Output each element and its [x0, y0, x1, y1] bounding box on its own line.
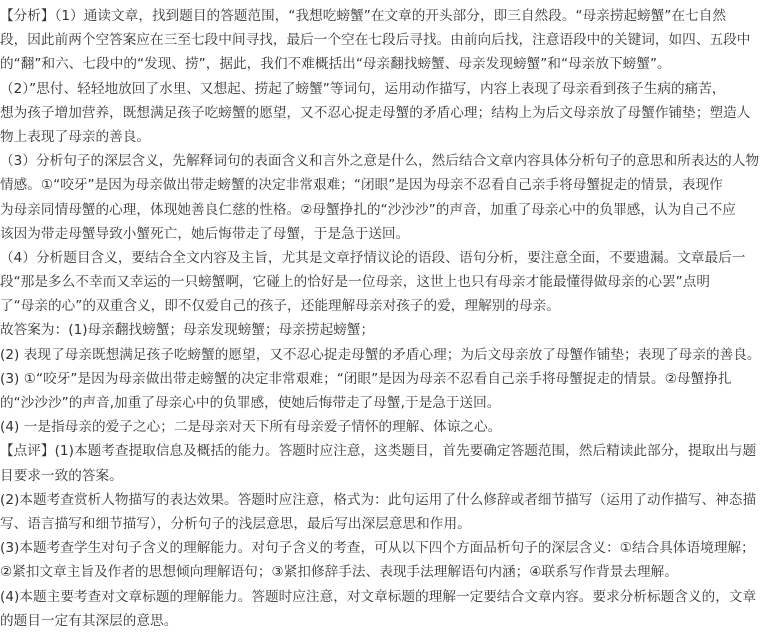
comment-line-2: 目要求一致的答案。	[0, 467, 123, 484]
answer-line-4: 的“沙沙沙”的声音,加重了母亲心中的负罪感，使她后悔带走了母蟹,于是急于送回。	[0, 395, 501, 411]
analysis-line-13: 了“母亲的心”的双重含义，即不仅爱自己的孩子，还能理解母亲对孩子的爱，理解别的母亲。	[0, 298, 560, 315]
answer-line-1: 故答案为：(1)母亲翻找螃蟹；母亲发现螃蟹；母亲捞起螃蟹；	[0, 322, 375, 339]
analysis-line-7: （3）分析句子的深层含义，先解释词句的表面含义和言外之意是什么，然后结合文章内容具体分析句子的意思和所表达的人物	[0, 153, 760, 170]
comment-line-7: (4)本题主要考查对文章标题的理解能力。答题时应注意，对文章标题的理解一定要结合文章内容。要求分析标题含义的，文章	[0, 588, 757, 605]
analysis-line-11: （4）分析题目含义，要结合全文内容及主旨，尤其是文章抒情议论的语段、语句分析，要注意全面，不要遗漏。文章最后一	[0, 249, 746, 266]
analysis-line-10: 该因为带走母蟹导致小蟹死亡，她后悔带走了母蟹，于是急于送回。	[0, 225, 410, 242]
analysis-line-6: 物上表现了母亲的善良。	[0, 128, 151, 145]
comment-line-1: 【点评】(1)本题考查提取信息及概括的能力。答题时应注意，这类题目，首先要确定答题范围，然后精读此部分，提取出与题	[0, 443, 757, 460]
comment-line-3: (2)本题考查赏析人物描写的表达效果。答题时应注意，格式为：此句运用了什么修辞或者细节描写（运用了动作描写、神态描	[0, 491, 757, 508]
analysis-line-8: 情感。①“咬牙”是因为母亲做出带走螃蟹的决定非常艰难；“闭眼”是因为母亲不忍看自己亲手将母蟹捉走的情景，表现作	[0, 177, 723, 194]
comment-line-5: (3)本题考查学生对句子含义的理解能力。对句子含义的考查，可从以下四个方面品析句子的深层含义：①结合具体语境理解；	[0, 540, 755, 557]
comment-line-8: 的题目一定有其深层的意思。	[0, 612, 178, 629]
comment-line-6: ②紧扣文章主旨及作者的思想倾向理解语句；③紧扣修辞手法、表现手法理解语句内涵；④联系写作背景去理解。	[0, 564, 678, 581]
answer-line-2: (2) 表现了母亲既想满足孩子吃螃蟹的愿望，又不忍心捉走母蟹的矛盾心理；为后文母亲放了母蟹作铺垫；表现了母亲的善良。	[0, 346, 761, 363]
analysis-line-12: 段“那是多么不幸而又幸运的一只螃蟹啊，它碰上的恰好是一位母亲，这世上也只有母亲才能最懂得做母亲的心罢”点明	[0, 274, 711, 291]
answer-line-3: (3) ①“咬牙”是因为母亲做出带走螃蟹的决定非常艰难；“闭眼”是因为母亲不忍看自己亲手将母蟹捉走的情景。②母蟹挣扎	[0, 370, 732, 387]
answer-line-5: (4) 一是指母亲的爱子之心；二是母亲对天下所有母亲爱子情怀的理解、体谅之心。	[0, 419, 502, 436]
analysis-line-4: （2）”思付、轻轻地放回了水里、又想起、捞起了螃蟹”等词句，运用动作描写，内容上表现了母亲看到孩子生病的痛苦，	[0, 80, 726, 97]
comment-line-4: 写、语言描写和细节描写），分析句子的浅层意思，最后写出深层意思和作用。	[0, 515, 471, 532]
analysis-line-3: 的“翻”和六、七段中的“发现、捞”，据此，我们不难概括出“母亲翻找螃蟹、母亲发现螃蟹”和“母亲放下螃蟹”。	[0, 56, 671, 73]
analysis-line-9: 为母亲同情母蟹的心理，体现她善良仁慈的性格。②母蟹挣扎的“沙沙沙”的声音，加重了母亲心中的负罪感，认为自己不应	[0, 201, 736, 218]
analysis-line-5: 想为孩子增加营养，既想满足孩子吃螃蟹的愿望，又不忍心捉走母蟹的矛盾心理；结构上为后文母亲放了母蟹作铺垫；塑造人	[0, 104, 751, 121]
analysis-line-1: 【分析】（1）通读文章，找到题目的答题范围，“我想吃螃蟹”在文章的开头部分，即三自然段。“母亲捞起螃蟹”在七自然	[0, 8, 727, 24]
analysis-line-2: 段，因此前两个空答案应在三至七段中间寻找，最后一个空在七段后寻找。由前向后找，注意语段中的关键词，如四、五段中	[0, 32, 751, 49]
